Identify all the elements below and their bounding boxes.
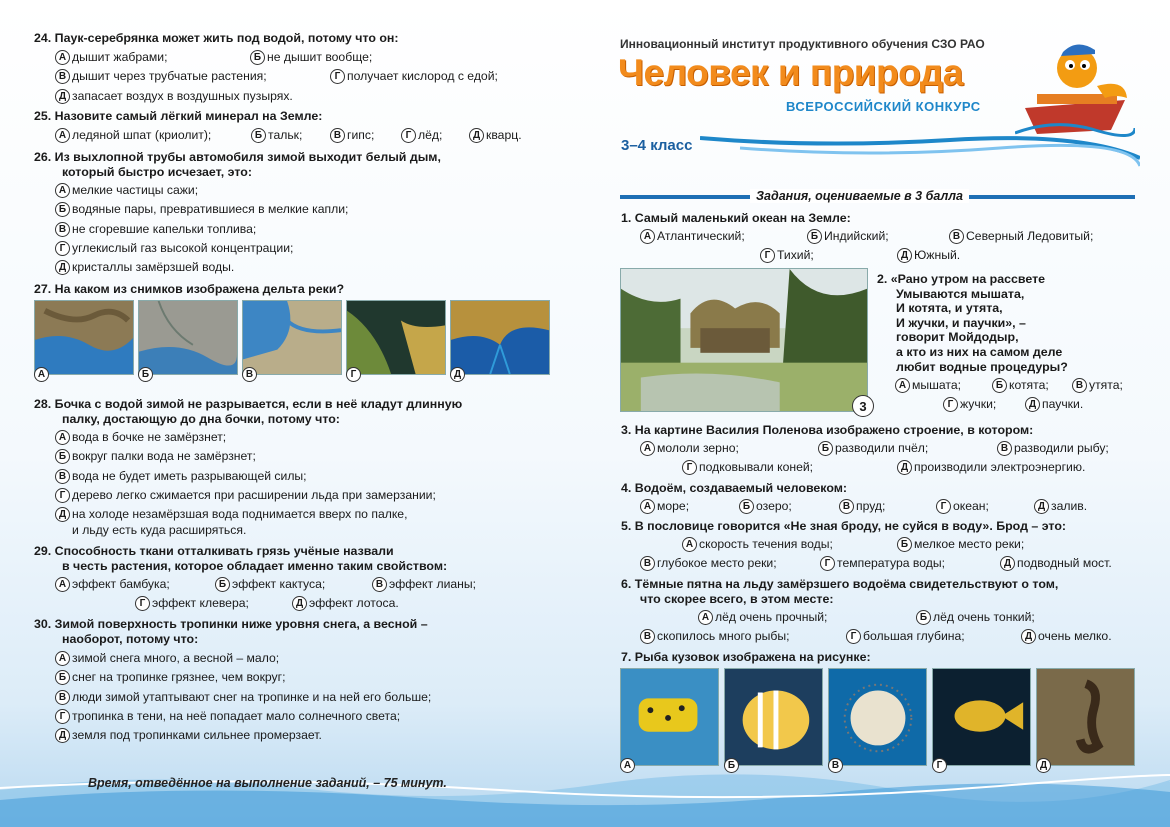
q5-option-a[interactable]: А скорость течения воды; bbox=[682, 535, 897, 554]
q3-option-a[interactable]: А мололи зерно; bbox=[640, 439, 818, 458]
q24-option-d[interactable]: Д запасает воздух в воздушных пузырях. bbox=[55, 87, 293, 106]
q27-image-v[interactable] bbox=[242, 300, 342, 375]
q3-option-b[interactable]: Б разводили пчёл; bbox=[818, 439, 997, 458]
q24-option-b[interactable]: Б не дышит вообще; bbox=[250, 48, 372, 67]
q25-options bbox=[55, 126, 522, 145]
q7-label-d[interactable]: Д bbox=[1036, 758, 1051, 773]
q26-option-d[interactable]: Д кристаллы замёрзшей воды. bbox=[55, 258, 234, 277]
question-6: 6. Тёмные пятна на льду замёрзшего водоёма свидетельствуют о том, что скорее всего, в этом месте: bbox=[621, 577, 1059, 606]
q24-option-a[interactable]: А дышит жабрами; bbox=[55, 48, 250, 67]
time-note: Время, отведённое на выполнение заданий, – 75 минут. bbox=[88, 776, 447, 790]
question-5: 5. В пословице говорится «Не зная броду, не суйся в воду». Брод – это: bbox=[621, 519, 1067, 533]
question-7: 7. Рыба кузовок изображена на рисунке: bbox=[621, 650, 871, 664]
contest-subtitle: ВСЕРОССИЙСКИЙ КОНКУРС bbox=[786, 99, 981, 114]
q4-options bbox=[640, 497, 1087, 516]
q1-options bbox=[640, 227, 1093, 266]
q29-option-v[interactable]: В эффект лианы; bbox=[372, 575, 476, 594]
q7-label-g[interactable]: Г bbox=[932, 758, 947, 773]
q29-option-g[interactable]: Г эффект клевера; bbox=[135, 594, 292, 613]
q27-image-d[interactable] bbox=[450, 300, 550, 375]
q6-options bbox=[640, 608, 1112, 647]
q7-image-v[interactable] bbox=[828, 668, 927, 766]
q30-options bbox=[55, 649, 431, 745]
q26-option-a[interactable]: А мелкие частицы сажи; bbox=[55, 181, 198, 200]
q4-option-b[interactable]: Б озеро; bbox=[739, 497, 839, 516]
q1-option-g[interactable]: Г Тихий; bbox=[760, 246, 897, 265]
q25-option-b[interactable]: Б тальк; bbox=[251, 126, 330, 145]
q2-option-g[interactable]: Г жучки; bbox=[943, 395, 1025, 414]
q6-option-d[interactable]: Д очень мелко. bbox=[1021, 627, 1112, 646]
q4-option-v[interactable]: В пруд; bbox=[839, 497, 936, 516]
q28-option-b[interactable]: Б вокруг палки вода не замёрзнет; bbox=[55, 447, 256, 466]
q29-option-d[interactable]: Д эффект лотоса. bbox=[292, 594, 399, 613]
q7-image-a[interactable] bbox=[620, 668, 719, 766]
q27-image-a[interactable] bbox=[34, 300, 134, 375]
q30-option-d[interactable]: Д земля под тропинками сильнее промерзает. bbox=[55, 726, 322, 745]
q2-options bbox=[895, 376, 1123, 415]
grade-label: 3–4 класс bbox=[621, 137, 693, 154]
q28-option-d-cont: и льду есть куда расширяться. bbox=[72, 523, 247, 538]
q24-option-g[interactable]: Г получает кислород с едой; bbox=[330, 67, 498, 86]
q2-option-d[interactable]: Д паучки. bbox=[1025, 395, 1083, 414]
q28-options bbox=[55, 428, 436, 537]
q3-option-g[interactable]: Г подковывали коней; bbox=[682, 458, 897, 477]
question-28: 28. Бочка с водой зимой не разрывается, если в неё кладут длинную палку, достающую до дна бочки, потому что: bbox=[34, 397, 463, 426]
q6-option-b[interactable]: Б лёд очень тонкий; bbox=[916, 608, 1035, 627]
q7-image-d[interactable] bbox=[1036, 668, 1135, 766]
q4-option-d[interactable]: Д залив. bbox=[1034, 497, 1087, 516]
q29-option-b[interactable]: Б эффект кактуса; bbox=[215, 575, 372, 594]
q4-option-a[interactable]: А море; bbox=[640, 497, 739, 516]
painting-number-badge: 3 bbox=[852, 395, 874, 417]
q5-options bbox=[640, 535, 1112, 574]
q3-option-d[interactable]: Д производили электроэнергию. bbox=[897, 458, 1085, 477]
q25-option-d[interactable]: Д кварц. bbox=[469, 126, 522, 145]
question-4: 4. Водоём, создаваемый человеком: bbox=[621, 481, 848, 495]
question-30: 30. Зимой поверхность тропинки ниже уровня снега, а весной – наоборот, потому что: bbox=[34, 617, 428, 646]
q1-option-b[interactable]: Б Индийский; bbox=[807, 227, 949, 246]
fox-mascot-icon bbox=[1015, 38, 1135, 138]
q2-option-b[interactable]: Б котята; bbox=[992, 376, 1072, 395]
q3-option-v[interactable]: В разводили рыбу; bbox=[997, 439, 1109, 458]
q6-option-g[interactable]: Г большая глубина; bbox=[846, 627, 1021, 646]
wave-decoration bbox=[0, 760, 1170, 827]
q24-options bbox=[55, 48, 498, 106]
question-24: 24. Паук-серебрянка может жить под водой, потому что он: bbox=[34, 31, 399, 45]
q27-label-b[interactable]: Б bbox=[138, 367, 153, 382]
q7-label-b[interactable]: Б bbox=[724, 758, 739, 773]
question-3: 3. На картине Василия Поленова изображено строение, в котором: bbox=[621, 423, 1034, 437]
q6-option-a[interactable]: А лёд очень прочный; bbox=[698, 608, 916, 627]
q25-option-a[interactable]: А ледяной шпат (криолит); bbox=[55, 126, 251, 145]
q7-image-g[interactable] bbox=[932, 668, 1031, 766]
q29-option-a[interactable]: А эффект бамбука; bbox=[55, 575, 215, 594]
q30-option-g[interactable]: Г тропинка в тени, на неё попадает мало солнечного света; bbox=[55, 707, 400, 726]
q5-option-b[interactable]: Б мелкое место реки; bbox=[897, 535, 1024, 554]
question-25: 25. Назовите самый лёгкий минерал на Земле: bbox=[34, 109, 323, 123]
polenov-painting-image bbox=[620, 268, 868, 412]
q26-option-b[interactable]: Б водяные пары, превратившиеся в мелкие капли; bbox=[55, 200, 348, 219]
q30-option-v[interactable]: В люди зимой утаптывают снег на тропинке и на ней его больше; bbox=[55, 688, 431, 707]
q1-option-d[interactable]: Д Южный. bbox=[897, 246, 960, 265]
q24-option-v[interactable]: В дышит через трубчатые растения; bbox=[55, 67, 330, 86]
q5-option-g[interactable]: Г температура воды; bbox=[820, 554, 1000, 573]
q27-image-g[interactable] bbox=[346, 300, 446, 375]
q29-options bbox=[55, 575, 476, 614]
q27-label-v[interactable]: В bbox=[242, 367, 257, 382]
q27-label-g[interactable]: Г bbox=[346, 367, 361, 382]
institute-name: Инновационный институт продуктивного обучения СЗО РАО bbox=[620, 37, 985, 51]
q1-option-v[interactable]: В Северный Ледовитый; bbox=[949, 227, 1093, 246]
question-2: 2. «Рано утром на рассвете Умываются мышата, И котята, и утята, И жучки, и паучки», – говорит Мойдодыр, а кто из них на самом деле любит водные процедуры? bbox=[877, 272, 1068, 374]
q26-option-g[interactable]: Г углекислый газ высокой концентрации; bbox=[55, 239, 293, 258]
q27-label-a[interactable]: А bbox=[34, 367, 49, 382]
q27-image-b[interactable] bbox=[138, 300, 238, 375]
q7-image-b[interactable] bbox=[724, 668, 823, 766]
q25-option-g[interactable]: Г лёд; bbox=[401, 126, 469, 145]
q25-option-v[interactable]: В гипс; bbox=[330, 126, 401, 145]
question-27: 27. На каком из снимков изображена дельта реки? bbox=[34, 282, 345, 296]
q26-option-v[interactable]: В не сгоревшие капельки топлива; bbox=[55, 220, 256, 239]
q1-option-a[interactable]: А Атлантический; bbox=[640, 227, 807, 246]
q28-option-v[interactable]: В вода не будет иметь разрывающей силы; bbox=[55, 467, 307, 486]
question-29: 29. Способность ткани отталкивать грязь учёные назвали в честь растения, которое обладает именно таким свойством: bbox=[34, 544, 448, 573]
q30-option-a[interactable]: А зимой снега много, а весной – мало; bbox=[55, 649, 279, 668]
q28-option-g[interactable]: Г дерево легко сжимается при расширении льда при замерзании; bbox=[55, 486, 436, 505]
question-26: 26. Из выхлопной трубы автомобиля зимой выходит белый дым, который быстро исчезает, это: bbox=[34, 150, 441, 179]
q2-option-a[interactable]: А мышата; bbox=[895, 376, 992, 395]
q6-option-v[interactable]: В скопилось много рыбы; bbox=[640, 627, 846, 646]
contest-title: Человек и природа bbox=[618, 52, 963, 93]
q5-option-v[interactable]: В глубокое место реки; bbox=[640, 554, 820, 573]
q7-label-a[interactable]: А bbox=[620, 758, 635, 773]
q28-option-d[interactable]: Д на холоде незамёрзшая вода поднимается вверх по палке, bbox=[55, 505, 407, 524]
q30-option-b[interactable]: Б снег на тропинке грязнее, чем вокруг; bbox=[55, 668, 285, 687]
q4-option-g[interactable]: Г океан; bbox=[936, 497, 1034, 516]
q3-options bbox=[640, 439, 1109, 478]
q5-option-d[interactable]: Д подводный мост. bbox=[1000, 554, 1112, 573]
q27-label-d[interactable]: Д bbox=[450, 367, 465, 382]
section-title: Задания, оцениваемые в 3 балла bbox=[750, 189, 969, 203]
q28-option-a[interactable]: А вода в бочке не замёрзнет; bbox=[55, 428, 226, 447]
q7-label-v[interactable]: В bbox=[828, 758, 843, 773]
q2-option-v[interactable]: В утята; bbox=[1072, 376, 1123, 395]
question-1: 1. Самый маленький океан на Земле: bbox=[621, 211, 851, 225]
q26-options bbox=[55, 181, 348, 277]
